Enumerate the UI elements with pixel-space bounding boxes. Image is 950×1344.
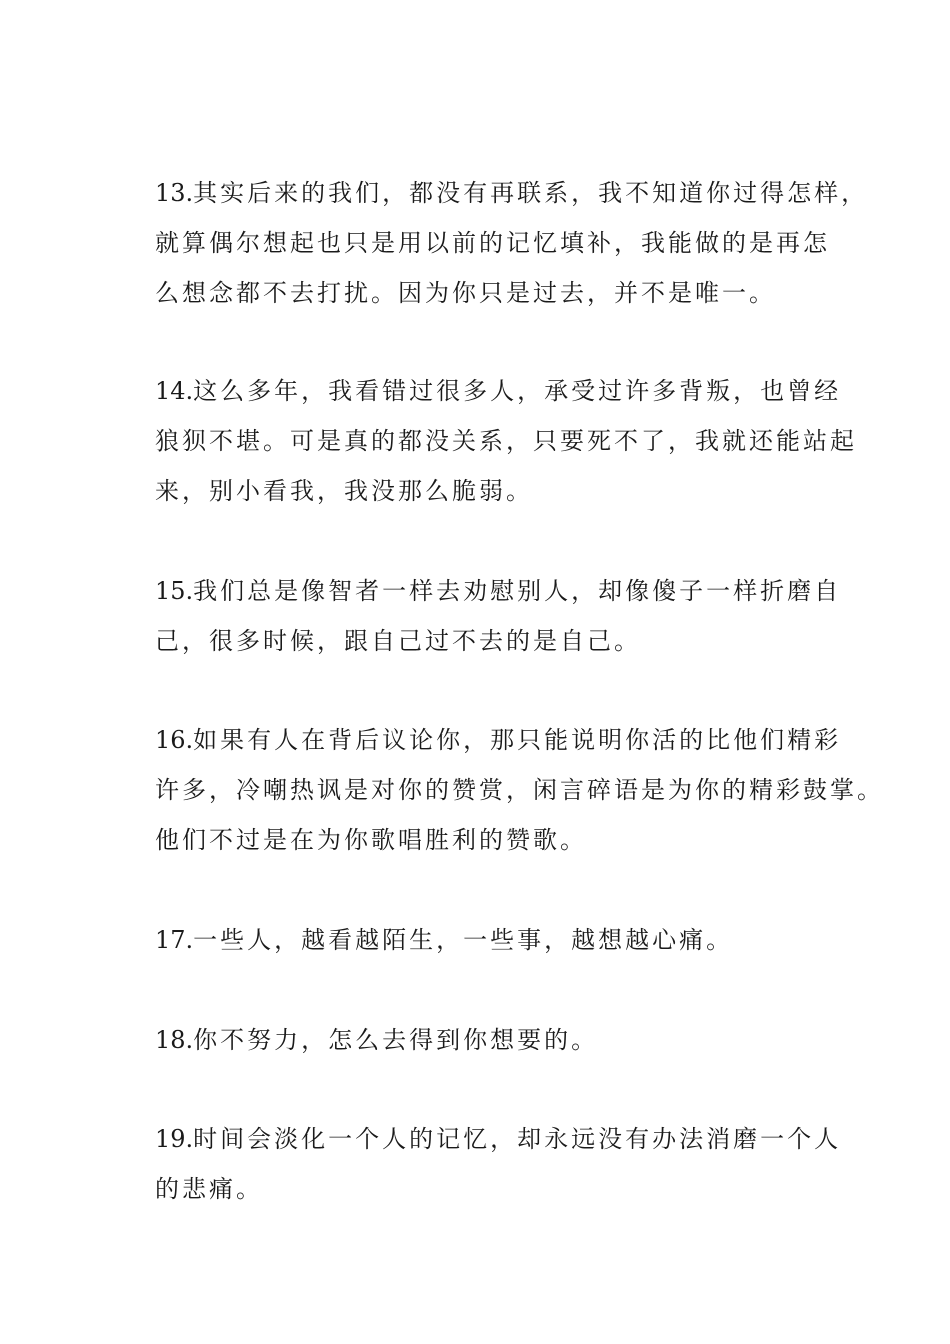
paragraph-14: [155, 366, 857, 516]
paragraph-number: 17.: [155, 926, 194, 954]
paragraph-line: 许多，冷嘲热讽是对你的赞赏，闲言碎语是为你的精彩鼓掌。: [155, 776, 884, 804]
paragraph-line: [155, 566, 842, 616]
paragraph-13: [155, 168, 869, 318]
paragraph-text: 这么多年，我看错过很多人，承受过许多背叛，也曾经: [193, 377, 842, 405]
paragraph-number: 13.: [155, 179, 194, 207]
paragraph-18: [155, 1015, 815, 1065]
paragraph-line: [155, 1015, 815, 1065]
paragraph-line: 他们不过是在为你歌唱胜利的赞歌。: [155, 826, 587, 854]
paragraph-line: [155, 715, 842, 765]
paragraph-text: 你不努力，怎么去得到你想要的。: [193, 1026, 599, 1054]
paragraph-text: 时间会淡化一个人的记忆，却永远没有办法消磨一个人: [193, 1125, 842, 1153]
paragraph-number: 14.: [155, 377, 194, 405]
paragraph-number: 18.: [155, 1026, 194, 1054]
paragraph-line: 么想念都不去打扰。因为你只是过去，并不是唯一。: [155, 279, 776, 307]
paragraph-line: 就算偶尔想起也只是用以前的记忆填补，我能做的是再怎: [155, 229, 830, 257]
paragraph-line: 的悲痛。: [155, 1175, 263, 1203]
paragraph-line: 来，别小看我，我没那么脆弱。: [155, 477, 533, 505]
paragraph-number: 16.: [155, 726, 194, 754]
paragraph-line: [155, 366, 842, 416]
paragraph-line: [155, 1114, 842, 1164]
paragraph-17: [155, 915, 815, 965]
paragraph-text: 我们总是像智者一样去劝慰别人，却像傻子一样折磨自: [193, 577, 842, 605]
paragraph-number: 19.: [155, 1125, 194, 1153]
paragraph-line: [155, 915, 815, 965]
paragraph-text: 一些人，越看越陌生，一些事，越想越心痛。: [193, 926, 734, 954]
paragraph-line: 己，很多时候，跟自己过不去的是自己。: [155, 627, 641, 655]
paragraph-text: 其实后来的我们，都没有再联系，我不知道你过得怎样，: [193, 179, 869, 207]
paragraph-text: 如果有人在背后议论你，那只能说明你活的比他们精彩: [193, 726, 842, 754]
paragraph-line: [155, 168, 869, 218]
paragraph-number: 15.: [155, 577, 194, 605]
paragraph-line: 狼狈不堪。可是真的都没关系，只要死不了，我就还能站起: [155, 427, 857, 455]
paragraph-19: [155, 1114, 842, 1214]
paragraph-15: [155, 566, 842, 666]
paragraph-16: [155, 715, 884, 865]
